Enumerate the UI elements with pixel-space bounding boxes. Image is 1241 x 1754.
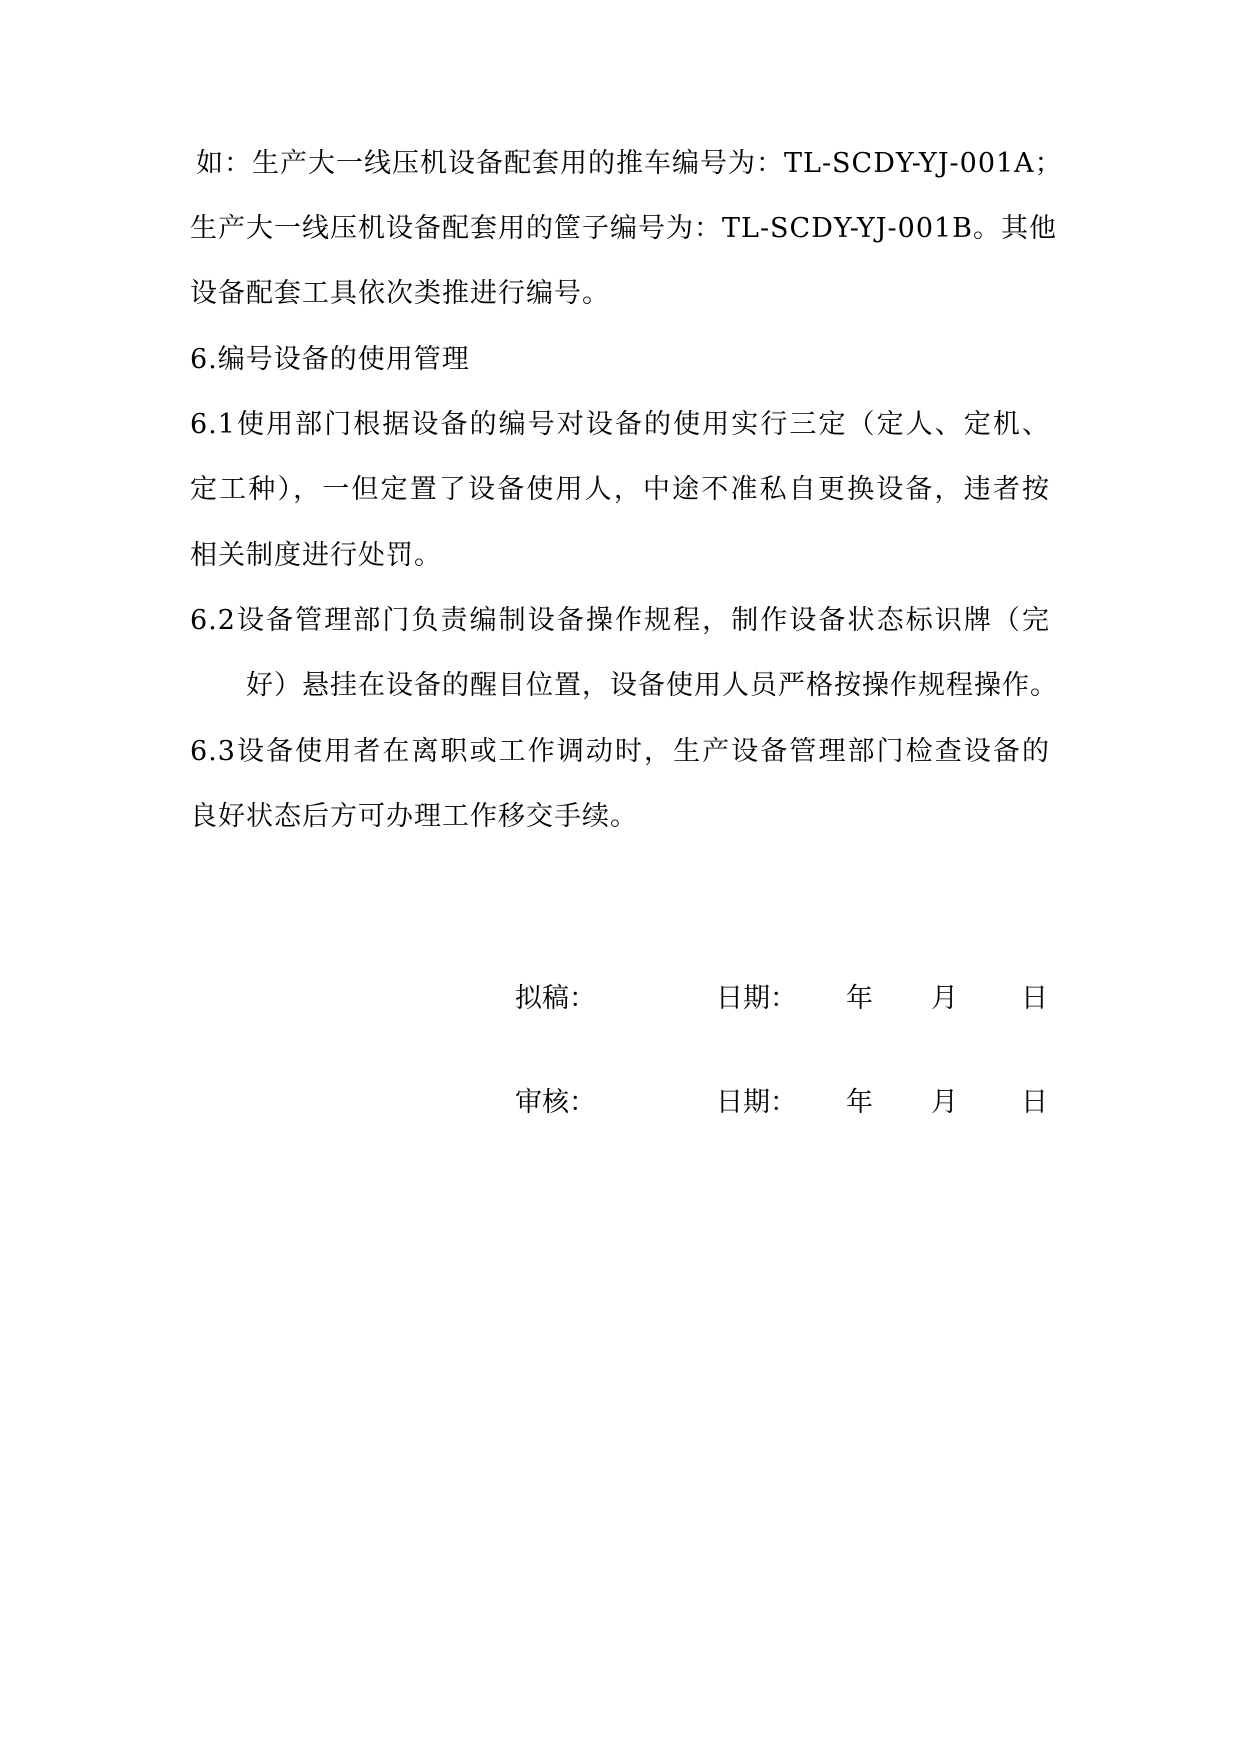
draft-signature-row (0, 979, 1241, 1019)
body-line: 设备配套工具依次类推进行编号。 (190, 278, 610, 309)
body-line: 如：生产大一线压机设备配套用的推车编号为：TL-SCDY-YJ-001A； (196, 148, 1063, 179)
review-year-label: 年 (846, 1087, 873, 1118)
review-signature-row (0, 1083, 1241, 1123)
draft-day-label: 日 (1021, 983, 1048, 1014)
review-month-label: 月 (931, 1087, 958, 1118)
body-line: 定工种），一但定置了设备使用人，中途不准私自更换设备，违者按 (190, 474, 1050, 505)
body-line: 好）悬挂在设备的醒目位置，设备使用人员严格按操作规程操作。 (246, 670, 1058, 701)
review-label: 审核： (515, 1087, 596, 1118)
body-line: 6.1使用部门根据设备的编号对设备的使用实行三定（定人、定机、 (190, 409, 1050, 440)
draft-year-label: 年 (846, 983, 873, 1014)
draft-month-label: 月 (931, 983, 958, 1014)
draft-label: 拟稿： (515, 983, 596, 1014)
review-day-label: 日 (1021, 1087, 1048, 1118)
section-heading: 6.编号设备的使用管理 (190, 344, 470, 375)
body-line: 相关制度进行处罚。 (190, 540, 442, 571)
body-line: 6.3设备使用者在离职或工作调动时，生产设备管理部门检查设备的 (190, 736, 1050, 767)
draft-date-label: 日期： (716, 983, 797, 1014)
body-line: 6.2设备管理部门负责编制设备操作规程，制作设备状态标识牌（完 (190, 605, 1050, 636)
review-date-label: 日期： (716, 1087, 797, 1118)
body-line: 良好状态后方可办理工作移交手续。 (190, 801, 638, 832)
body-line: 生产大一线压机设备配套用的筐子编号为：TL-SCDY-YJ-001B。其他 (190, 213, 1058, 244)
